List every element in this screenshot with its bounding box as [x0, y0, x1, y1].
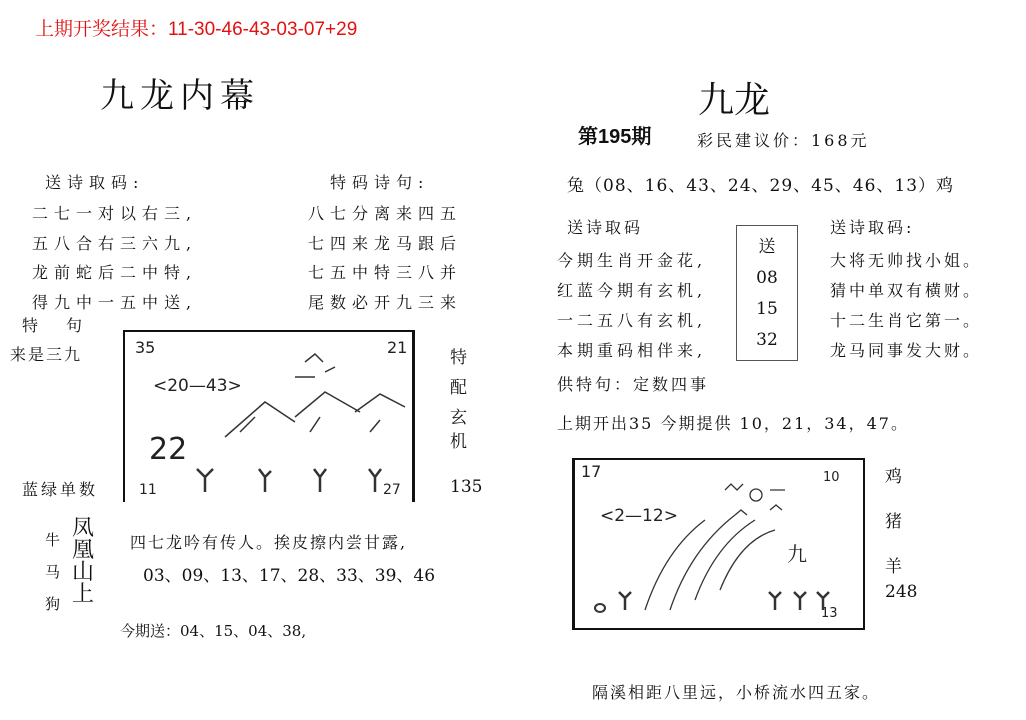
right-poem-head-2: 送诗取码:	[830, 218, 915, 237]
left-numbers: 03、09、13、17、28、33、39、46	[143, 566, 436, 586]
right-poem-head: 送诗取码	[567, 218, 644, 237]
sketch-number: 27	[383, 482, 401, 498]
poem-line: 十二生肖它第一。	[830, 311, 983, 330]
left-poem	[32, 199, 197, 317]
last-result-header: 上期开奖结果：11-30-46-43-03-07+29	[35, 19, 358, 40]
send-box	[736, 225, 798, 361]
zodiac-char: 马	[45, 563, 61, 581]
left-verse: 四七龙吟有传人。挨皮擦内尝甘露,	[130, 533, 408, 552]
left-special-head: 特码诗句:	[330, 173, 430, 192]
bottom-verse: 隔溪相距八里远，小桥流水四五家。	[592, 683, 881, 702]
zodiac-char: 牛	[45, 531, 61, 549]
sketch-text: <20—43>	[153, 376, 242, 396]
right-side-number: 248	[885, 582, 918, 602]
poem-line: 今期生肖开金花,	[557, 251, 707, 270]
left-sketch-box	[123, 330, 415, 502]
poem-line: 本期重码相伴来,	[557, 341, 707, 360]
right-poem-right	[830, 246, 982, 366]
zodiac-numbers: 兔（08、16、43、24、29、45、46、13）鸡	[567, 176, 955, 196]
issue-number: 第195期	[578, 126, 652, 148]
sketch-number: 17	[581, 462, 602, 481]
right-sketch-box	[572, 458, 865, 630]
sketch-number: 13	[821, 606, 838, 621]
willow-sketch-icon	[575, 460, 863, 628]
right-side-vertical	[885, 455, 902, 590]
sketch-number: 22	[149, 432, 188, 467]
sketch-number: 35	[135, 338, 156, 357]
side-char: 机	[450, 432, 467, 452]
right-poem-left	[557, 246, 706, 366]
sketch-text: <2—12>	[600, 506, 678, 526]
send-number: 08	[756, 268, 778, 288]
sketch-number: 11	[139, 482, 157, 498]
side-char: 鸡	[885, 467, 902, 487]
sketch-number: 21	[387, 338, 408, 357]
phoenix-char: 凰	[72, 538, 95, 563]
send-number: 15	[756, 299, 778, 319]
poem-line: 八七分离来四五	[308, 204, 463, 223]
poem-line: 五八合右三六九,	[32, 233, 198, 253]
side-char: 羊	[885, 557, 902, 577]
side-char: 玄	[450, 408, 467, 428]
mountain-sketch-icon	[125, 332, 412, 502]
poem-line: 一二五八有玄机,	[557, 311, 707, 330]
poem-line: 龙前蛇后二中特,	[32, 263, 198, 282]
last-open-line: 上期开出35 今期提供 10，21，34，47。	[557, 414, 909, 433]
left-side-vertical	[450, 343, 467, 457]
te-ju-label: 特 句	[22, 316, 89, 335]
left-side-number: 135	[450, 477, 483, 497]
te-ju-text: 来是三九	[10, 345, 83, 364]
right-title: 九龙	[698, 80, 771, 121]
side-char: 猪	[885, 512, 902, 532]
left-special-poem	[308, 199, 462, 317]
blue-green-label: 蓝绿单数	[22, 480, 99, 499]
poem-line: 得九中一五中送,	[32, 292, 198, 312]
poem-line: 龙马同事发大财。	[830, 341, 983, 360]
poem-line: 七四来龙马跟后	[308, 233, 463, 253]
poem-line: 大将无帅找小姐。	[830, 251, 983, 270]
poem-line: 二七一对以右三,	[32, 204, 198, 223]
phoenix-char: 凤	[72, 516, 95, 541]
sketch-char: 九	[787, 542, 807, 566]
special-phrase: 供特句：定数四事	[557, 375, 710, 394]
poem-line: 红蓝今期有玄机,	[557, 281, 707, 300]
phoenix-char: 山	[72, 560, 95, 585]
zodiac-char: 狗	[45, 595, 61, 613]
zodiac-small	[45, 524, 60, 620]
suggested-price: 彩民建议价：168元	[697, 131, 870, 150]
left-title: 九龙内幕	[100, 76, 260, 116]
left-poem-head: 送诗取码:	[45, 173, 145, 192]
poem-line: 猜中单双有横财。	[830, 281, 983, 300]
send-number: 32	[756, 330, 778, 350]
sketch-number: 10	[823, 470, 840, 485]
poem-line: 七五中特三八并	[308, 263, 463, 282]
side-char: 特	[450, 348, 467, 368]
send-label: 送	[758, 237, 776, 257]
phoenix-vertical	[72, 518, 94, 606]
left-send: 今期送：04、15、04、38,	[120, 622, 307, 640]
poem-line: 尾数必开九三来	[308, 292, 463, 312]
side-char: 配	[450, 378, 467, 398]
phoenix-char: 上	[72, 582, 95, 607]
